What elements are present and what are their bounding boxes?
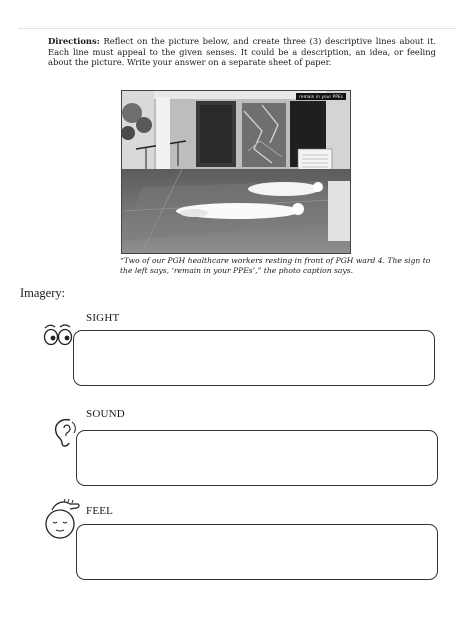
feel-answer-box[interactable] [76,524,438,580]
healthcare-workers-photo [121,90,351,254]
directions-text: Reflect on the picture below, and create three (3) descriptive lines about it. Each line must appeal to the given senses. It could be a description, an idea, or feeling about the picture. Write your answer on a separate sheet of paper. [48,36,436,68]
sight-label: SIGHT [86,312,120,324]
sound-label: SOUND [86,408,125,420]
sound-answer-box[interactable] [76,430,438,486]
photo-caption: “Two of our PGH healthcare workers resting in front of PGH ward 4. The sign to the left says, ‘remain in your PPEs’,” the photo caption says. [120,256,431,275]
top-rule [18,28,456,29]
photo-sign: remain in your PPEs [296,93,346,100]
directions [48,36,436,68]
directions-label: Directions: [48,36,100,46]
photo-illustration [122,91,350,253]
feel-label: FEEL [86,505,114,517]
imagery-heading: Imagery: [20,286,66,300]
sight-answer-box[interactable] [73,330,435,386]
eyes-icon [40,322,76,346]
